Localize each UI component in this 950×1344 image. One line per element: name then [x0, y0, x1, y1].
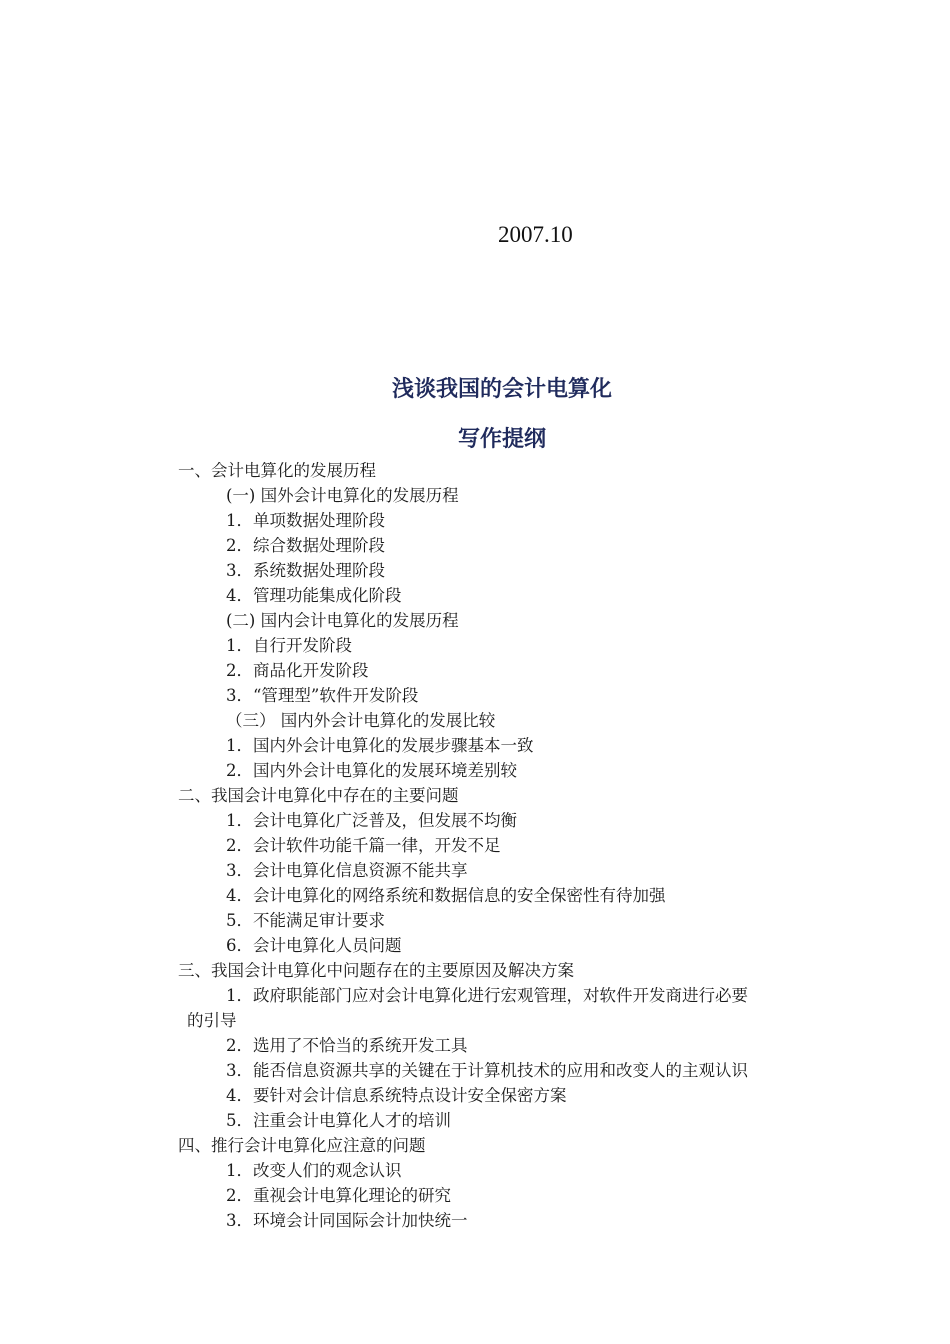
- outline-subsection: (二) 国内会计电算化的发展历程: [226, 611, 459, 630]
- outline-section: 一、会计电算化的发展历程: [178, 461, 376, 480]
- outline-section: 三、我国会计电算化中问题存在的主要原因及解决方案: [178, 961, 574, 980]
- outline-item: 4．管理功能集成化阶段: [226, 586, 402, 605]
- outline-section: 四、推行会计电算化应注意的问题: [178, 1136, 426, 1155]
- outline-list: [0, 458, 950, 1233]
- outline-item: 4．会计电算化的网络系统和数据信息的安全保密性有待加强: [226, 886, 666, 905]
- document-title: 浅谈我国的会计电算化: [391, 377, 612, 402]
- outline-item: 2．重视会计电算化理论的研究: [226, 1186, 451, 1205]
- outline-item: 3．能否信息资源共享的关键在于计算机技术的应用和改变人的主观认识: [226, 1061, 748, 1080]
- outline-item: 3．系统数据处理阶段: [226, 561, 385, 580]
- outline-item: 3．环境会计同国际会计加快统一: [226, 1211, 468, 1230]
- outline-subsection: (一) 国外会计电算化的发展历程: [226, 486, 459, 505]
- outline-item: 2．选用了不恰当的系统开发工具: [226, 1036, 468, 1055]
- outline-item: 2．综合数据处理阶段: [226, 536, 385, 555]
- outline-item: 1．政府职能部门应对会计电算化进行宏观管理，对软件开发商进行必要: [226, 986, 748, 1005]
- outline-item: 1．单项数据处理阶段: [226, 511, 385, 530]
- outline-item: 2．会计软件功能千篇一律，开发不足: [226, 836, 501, 855]
- outline-item: 5．注重会计电算化人才的培训: [226, 1111, 451, 1130]
- document-date: 2007.10: [498, 222, 573, 247]
- outline-item: 1．自行开发阶段: [226, 636, 352, 655]
- outline-section: 二、我国会计电算化中存在的主要问题: [178, 786, 459, 805]
- outline-item: 2．国内外会计电算化的发展环境差别较: [226, 761, 517, 780]
- document-subtitle: 写作提纲: [457, 427, 546, 452]
- outline-item: 6．会计电算化人员问题: [226, 936, 402, 955]
- outline-item-continuation: 的引导: [187, 1011, 237, 1030]
- outline-item: 1．国内外会计电算化的发展步骤基本一致: [226, 736, 534, 755]
- outline-item: 3．“管理型”软件开发阶段: [226, 686, 419, 705]
- outline-item: 5．不能满足审计要求: [226, 911, 385, 930]
- outline-subsection: （三） 国内外会计电算化的发展比较: [226, 711, 496, 730]
- outline-item: 1．改变人们的观念认识: [226, 1161, 402, 1180]
- outline-item: 4．要针对会计信息系统特点设计安全保密方案: [226, 1086, 567, 1105]
- outline-item: 2．商品化开发阶段: [226, 661, 369, 680]
- outline-item: 1．会计电算化广泛普及，但发展不均衡: [226, 811, 517, 830]
- outline-item: 3．会计电算化信息资源不能共享: [226, 861, 468, 880]
